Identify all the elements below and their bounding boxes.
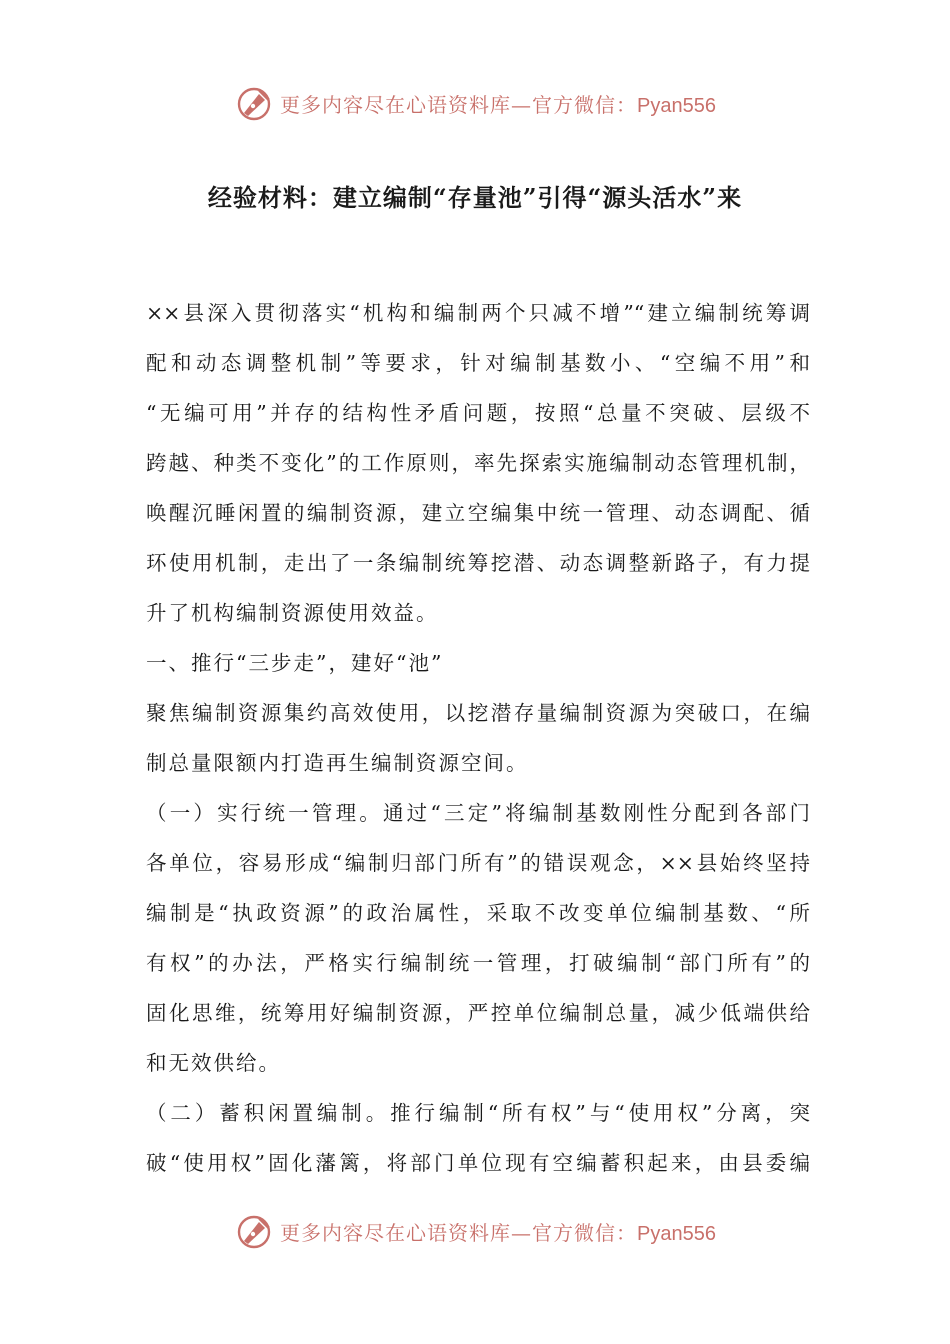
pen-nib-logo-icon (234, 1211, 274, 1251)
watermark-text: 更多内容尽在心语资料库—官方微信：Pyan556 (280, 92, 716, 117)
body-line: 跨越、种类不变化”的工作原则，率先探索实施编制动态管理机制， (146, 451, 810, 475)
watermark-banner-top (0, 80, 950, 126)
wechat-id: Pyan556 (637, 1222, 716, 1245)
watermark-banner-bottom (0, 1208, 950, 1254)
body-line: 环使用机制，走出了一条编制统筹挖潜、动态调整新路子，有力提 (146, 551, 810, 575)
body-line: “无编可用”并存的结构性矛盾问题，按照“总量不突破、层级不 (146, 401, 810, 425)
body-line: ××县深入贯彻落实“机构和编制两个只减不增”“建立编制统筹调 (146, 301, 810, 325)
watermark-text: 更多内容尽在心语资料库—官方微信：Pyan556 (280, 1220, 716, 1245)
document-title: 经验材料：建立编制“存量池”引得“源头活水”来 (207, 183, 743, 212)
body-line: 配和动态调整机制”等要求，针对编制基数小、“空编不用”和 (146, 351, 810, 375)
body-line: 聚焦编制资源集约高效使用，以挖潜存量编制资源为突破口，在编 (146, 701, 810, 725)
wechat-id: Pyan556 (637, 94, 716, 117)
body-line: 升了机构编制资源使用效益。 (146, 601, 439, 625)
section-heading: 一、推行“三步走”，建好“池” (146, 651, 444, 675)
body-line: 有权”的办法，严格实行编制统一管理，打破编制“部门所有”的 (146, 951, 810, 975)
body-line: 和无效供给。 (146, 1051, 281, 1075)
body-line: 各单位，容易形成“编制归部门所有”的错误观念，××县始终坚持 (146, 851, 810, 875)
pen-nib-logo-icon (234, 83, 274, 123)
body-line: （二）蓄积闲置编制。推行编制“所有权”与“使用权”分离，突 (146, 1101, 810, 1125)
body-line: （一）实行统一管理。通过“三定”将编制基数刚性分配到各部门 (146, 801, 810, 825)
body-line: 固化思维，统筹用好编制资源，严控单位编制总量，减少低端供给 (146, 1001, 810, 1025)
body-line: 唤醒沉睡闲置的编制资源，建立空编集中统一管理、动态调配、循 (146, 501, 810, 525)
body-line: 编制是“执政资源”的政治属性，采取不改变单位编制基数、“所 (146, 901, 810, 925)
body-line: 破“使用权”固化藩篱，将部门单位现有空编蓄积起来，由县委编 (146, 1151, 810, 1175)
body-line: 制总量限额内打造再生编制资源空间。 (146, 751, 529, 775)
document-body (146, 288, 810, 1188)
